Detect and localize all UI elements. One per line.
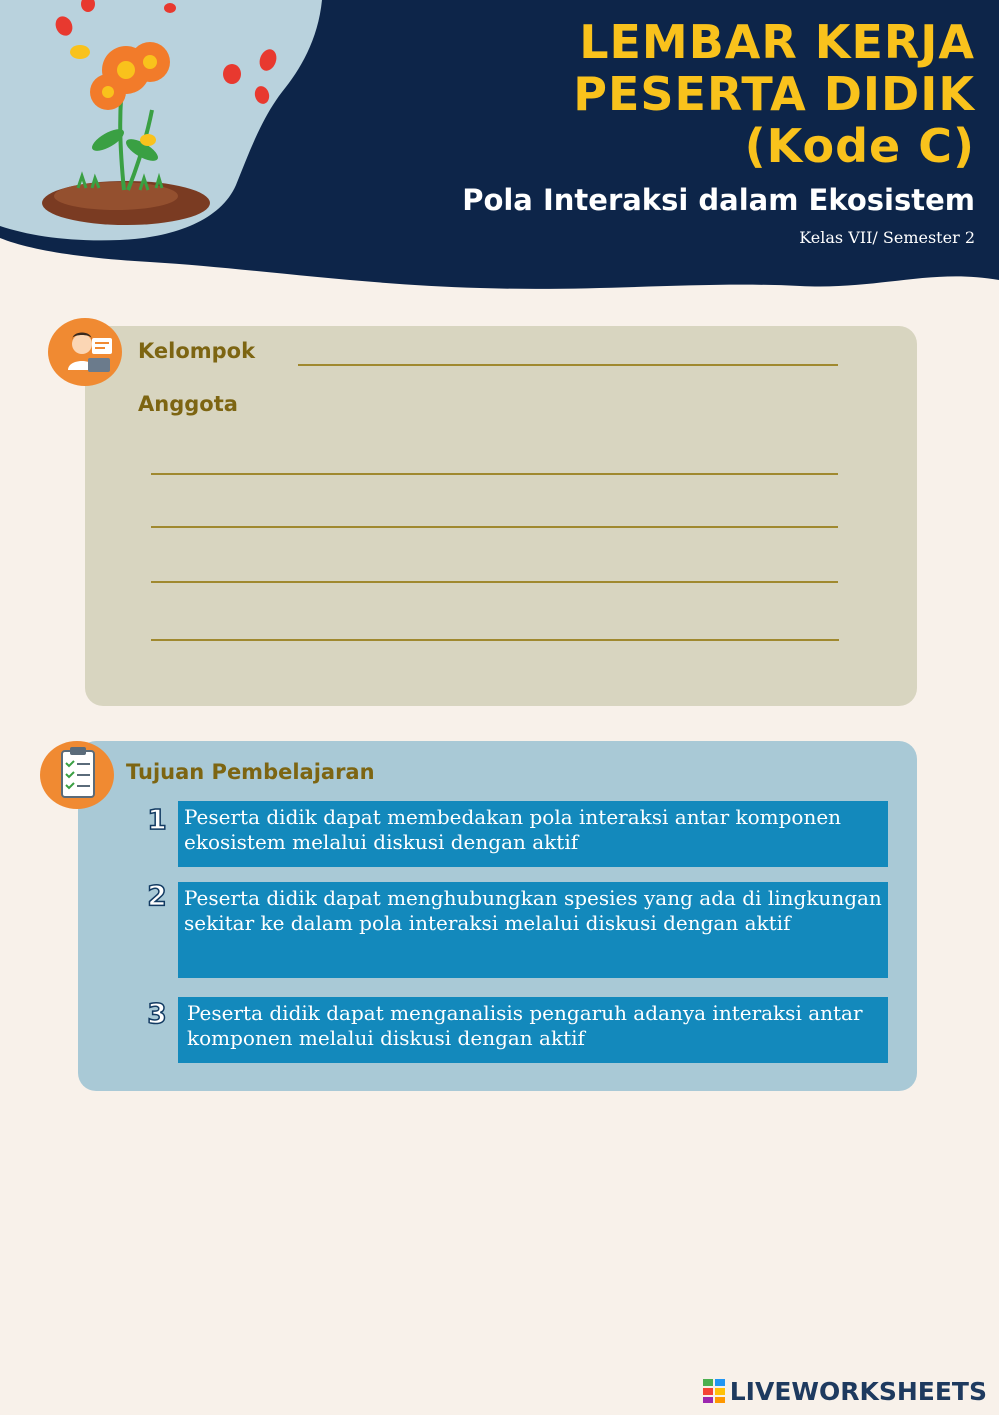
goal-item-1: Peserta didik dapat membedakan pola interaksi antar komponen ekosistem melalui diskusi dengan aktif — [178, 801, 888, 867]
goal-item-2: Peserta didik dapat menghubungkan spesies yang ada di lingkungan sekitar ke dalam pola interaksi melalui diskusi dengan aktif — [178, 882, 888, 978]
anggota-input-line-4[interactable] — [151, 639, 839, 641]
worksheet-title — [573, 16, 975, 172]
goal-item-3: Peserta didik dapat menganalisis pengaruh adanya interaksi antar komponen melalui diskusi dengan aktif — [178, 997, 888, 1063]
title-line-2: PESERTA DIDIK — [573, 67, 975, 121]
title-line-1: LEMBAR KERJA — [579, 15, 975, 69]
group-panel — [85, 326, 917, 706]
title-line-3: (Kode C) — [744, 119, 975, 173]
anggota-input-line-2[interactable] — [151, 526, 838, 528]
anggota-input-line-1[interactable] — [151, 473, 838, 475]
bee-icon — [70, 45, 90, 59]
liveworksheets-logo-icon — [702, 1378, 726, 1404]
student-laptop-icon — [48, 318, 122, 386]
goal-number-2: 2 — [147, 879, 167, 912]
liveworksheets-footer — [702, 1376, 987, 1406]
clipboard-checklist-icon — [40, 741, 114, 809]
class-info: Kelas VII/ Semester 2 — [799, 228, 975, 247]
kelompok-input-line[interactable] — [298, 364, 838, 366]
bee-icon — [140, 134, 156, 146]
anggota-input-line-3[interactable] — [151, 581, 838, 583]
goal-number-1: 1 — [147, 803, 167, 836]
header-banner — [0, 0, 999, 300]
learning-goals-heading: Tujuan Pembelajaran — [126, 760, 375, 784]
liveworksheets-brand: LIVEWORKSHEETS — [729, 1376, 987, 1406]
worksheet-subtitle: Pola Interaksi dalam Ekosistem — [462, 183, 975, 217]
anggota-label: Anggota — [138, 392, 238, 416]
kelompok-label: Kelompok — [138, 339, 256, 363]
goal-number-3: 3 — [147, 997, 167, 1030]
